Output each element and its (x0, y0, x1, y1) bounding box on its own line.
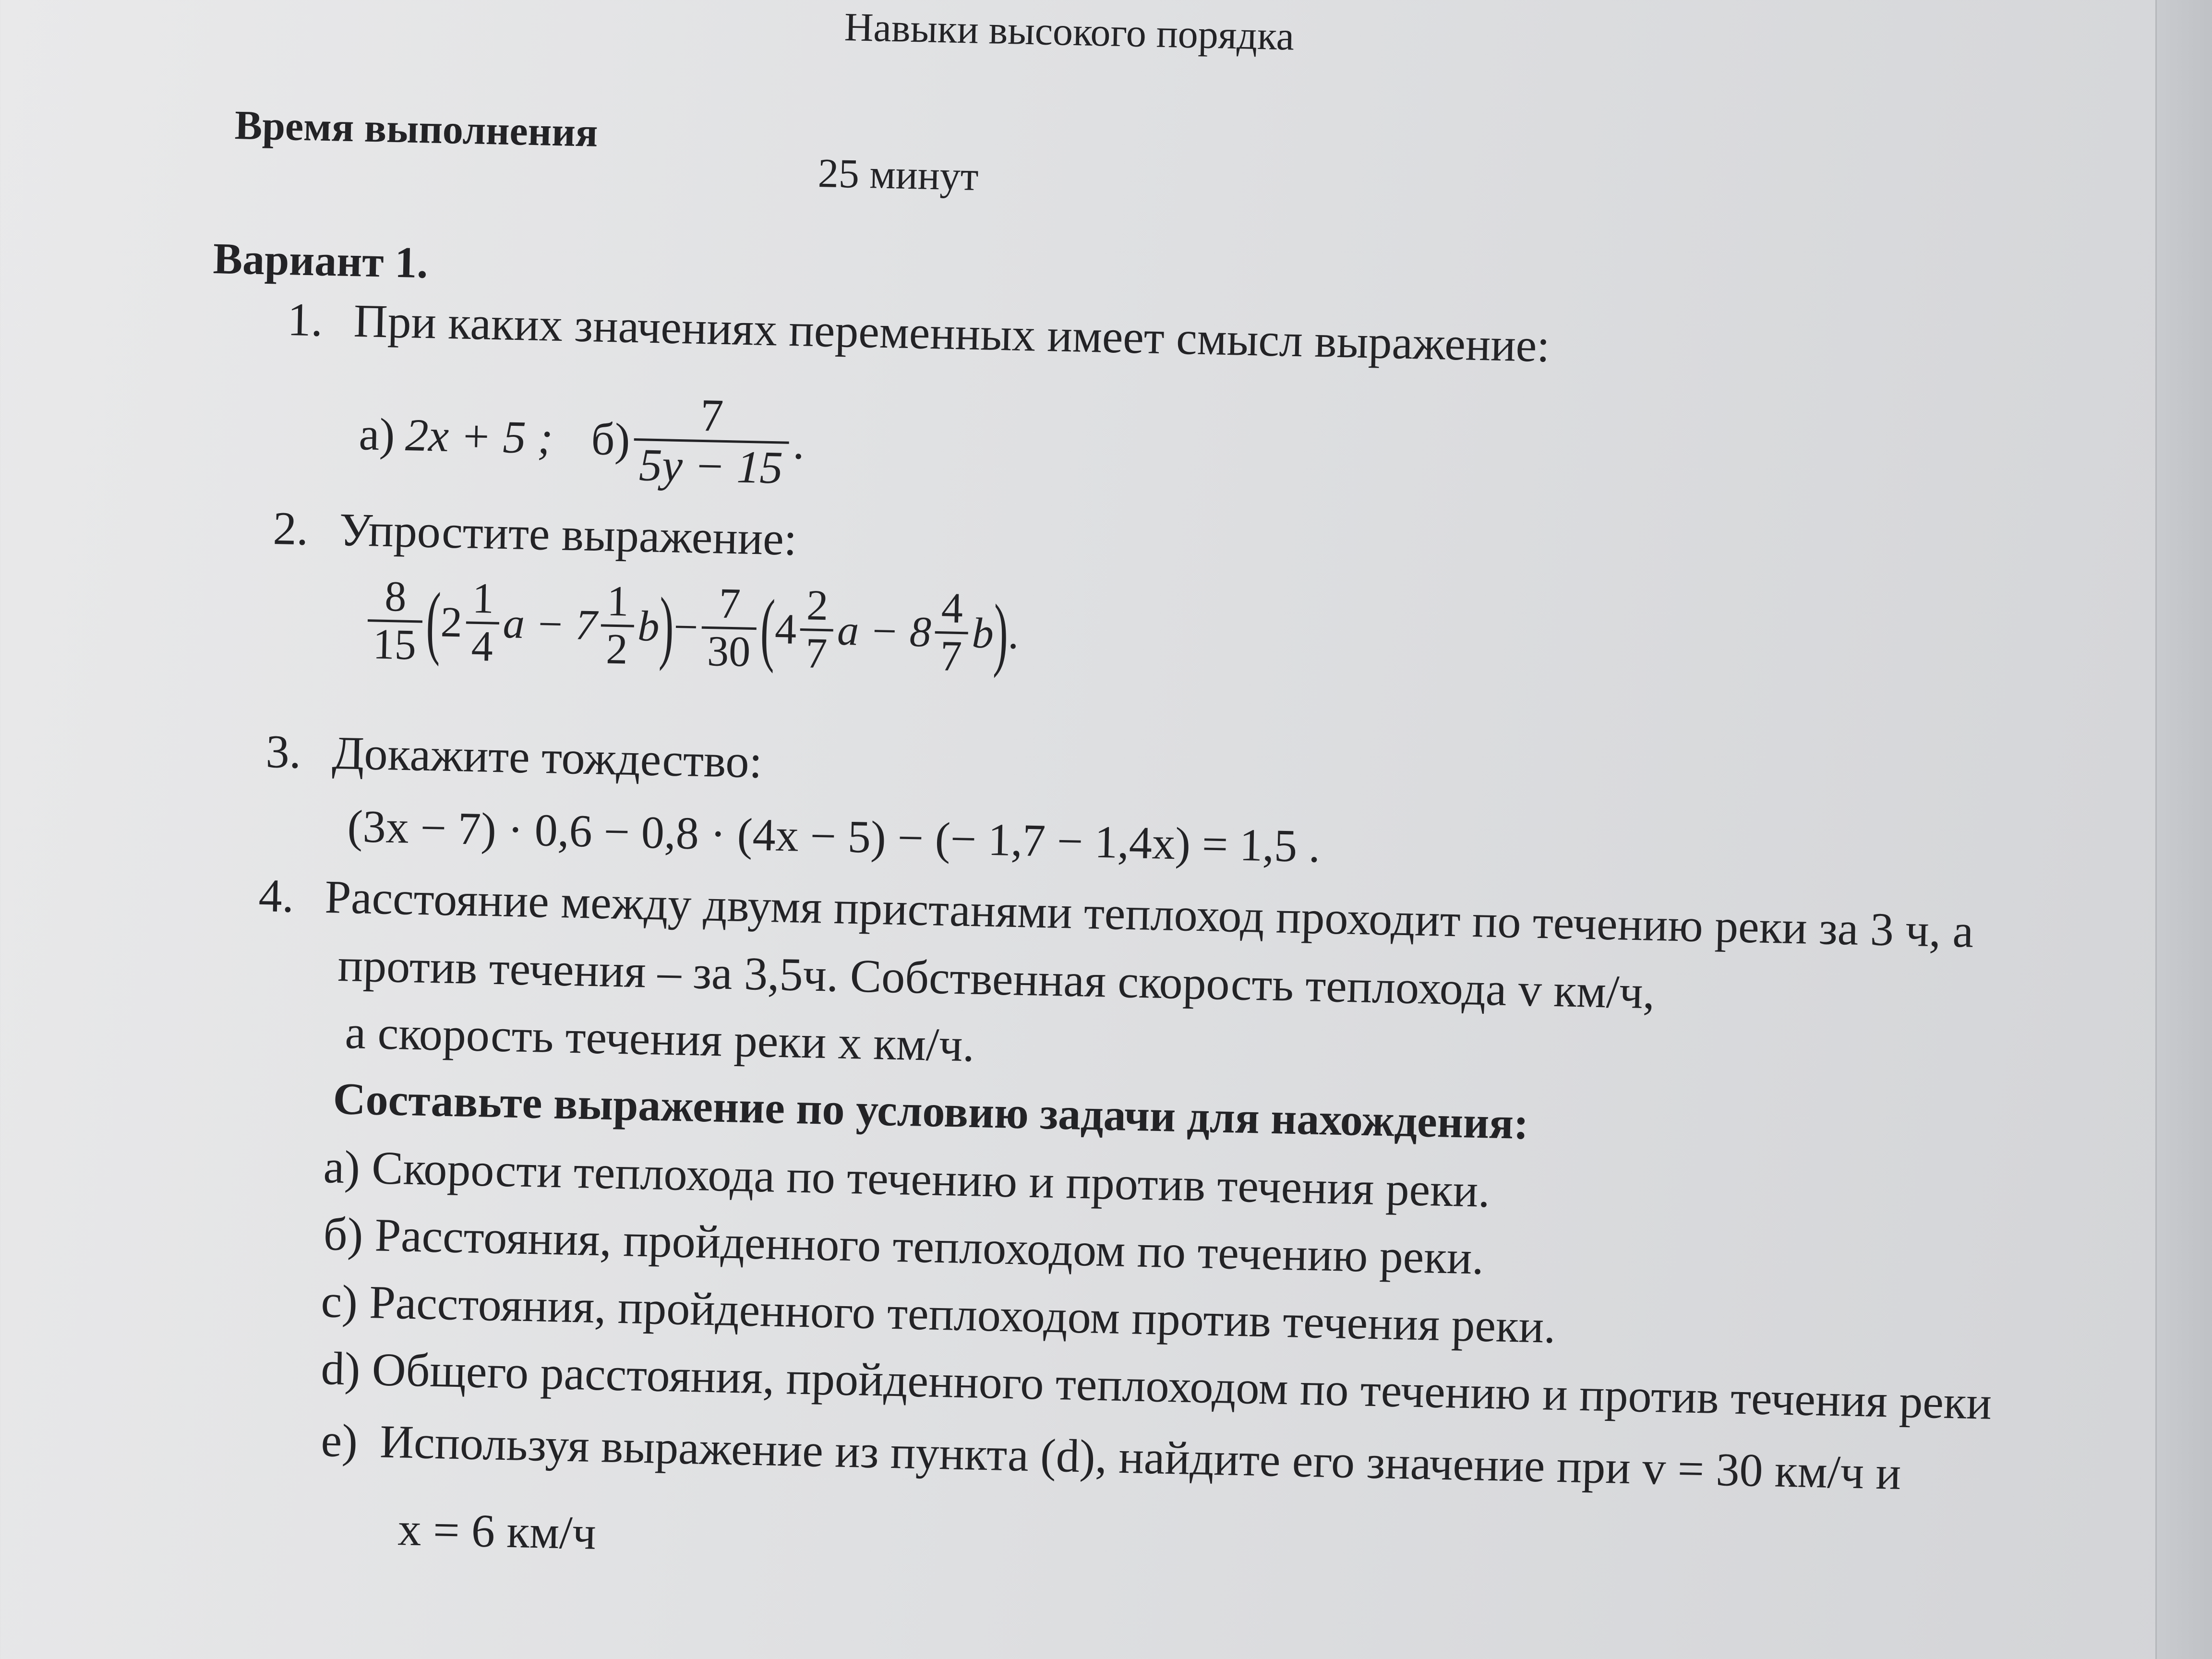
denominator: 7 (934, 631, 968, 679)
item-label: а) (358, 408, 396, 460)
item-text: Скорости теплохода по течению и против течения реки. (371, 1142, 1491, 1217)
item-label: е) (320, 1414, 359, 1467)
identity-expression: (3x − 7) · 0,6 − 0,8 · (4x − 5) − (− 1,7 − 1,4x) = 1,5 . (347, 800, 1321, 872)
term: a − 7 (502, 599, 598, 649)
question-1-expressions (358, 384, 805, 493)
question-text: Докажите тождество: (331, 727, 763, 788)
list-item (321, 1342, 1992, 1431)
term: b (971, 609, 994, 657)
numerator: 4 (940, 584, 963, 633)
item-text: Используя выражение из пункта (d), найдите его значение при v = 30 км/ч и (379, 1416, 1902, 1500)
denominator: 7 (799, 628, 833, 677)
left-paren: ( (425, 576, 442, 667)
question-text-line-1: Расстояние между двумя пристанями теплоход проходит по течению реки за 3 ч, а (324, 871, 1974, 958)
question-number: 2. (272, 502, 309, 555)
denominator: 15 (367, 619, 422, 668)
term: b (637, 602, 660, 650)
item-label: а) (323, 1141, 361, 1194)
whole-part: 2 (440, 598, 463, 646)
minus-sign: − (673, 603, 699, 651)
end-dot: . (1007, 610, 1020, 658)
item-label: d) (320, 1342, 361, 1395)
item-text-continuation: x = 6 км/ч (397, 1503, 597, 1560)
denominator: 30 (701, 626, 757, 675)
expression-a: 2x + 5 ; (405, 409, 553, 464)
numerator: 1 (471, 574, 494, 623)
left-paren: ( (759, 583, 776, 674)
item-label: б) (323, 1208, 364, 1261)
numerator: 7 (718, 579, 741, 628)
question-number: 3. (265, 725, 302, 779)
denominator: 4 (465, 621, 499, 670)
question-3 (265, 725, 763, 789)
item-text: Расстояния, пройденного теплоходом по течению реки. (374, 1209, 1484, 1285)
question-text: Упростите выражение: (338, 504, 798, 565)
question-2-expression (363, 574, 1020, 681)
task-heading: Составьте выражение по условию задачи для нахождения: (332, 1073, 1529, 1149)
question-1 (287, 293, 1551, 373)
item-text: Расстояния, пройденного теплоходом против течения реки. (369, 1276, 1556, 1353)
question-number: 4. (258, 869, 295, 923)
fraction (465, 576, 500, 669)
list-item (321, 1414, 1902, 1501)
right-paren: ) (658, 581, 675, 672)
term: a − 8 (837, 606, 932, 656)
denominator: 2 (600, 624, 634, 673)
list-item (321, 1274, 1556, 1354)
item-text: Общего расстояния, пройденного теплоходом по течению и против течения реки (371, 1344, 1993, 1430)
numerator: 7 (700, 389, 724, 441)
item-label: с) (320, 1275, 359, 1328)
numerator: 1 (606, 577, 629, 625)
list-item (323, 1207, 1484, 1286)
fraction (600, 578, 635, 672)
numerator: 8 (384, 572, 407, 621)
fraction (367, 574, 423, 668)
end-dot: . (792, 417, 805, 469)
question-text-line-3: а скорость течения реки х км/ч. (344, 1006, 975, 1072)
numerator: 2 (806, 581, 829, 630)
question-number: 1. (287, 293, 324, 347)
fraction-b (633, 390, 790, 492)
fraction (701, 581, 757, 675)
fraction (799, 583, 834, 676)
time-value: 25 минут (817, 149, 979, 199)
list-item (323, 1140, 1491, 1218)
fraction (934, 586, 969, 679)
page-header: Навыки высокого порядка (844, 4, 1295, 59)
whole-part: 4 (774, 605, 797, 653)
denominator: 5y − 15 (633, 438, 789, 493)
variant-title: Вариант 1. (212, 233, 429, 288)
question-2 (273, 502, 798, 566)
item-label: б) (590, 412, 631, 465)
paper-edge (2155, 0, 2212, 1659)
right-paren: ) (992, 588, 1009, 679)
question-text-line-2: против течения – за 3,5ч. Собственная скорость теплохода v км/ч, (337, 939, 1656, 1019)
question-text: При каких значениях переменных имеет смысл выражение: (353, 295, 1551, 373)
time-label: Время выполнения (234, 101, 599, 156)
